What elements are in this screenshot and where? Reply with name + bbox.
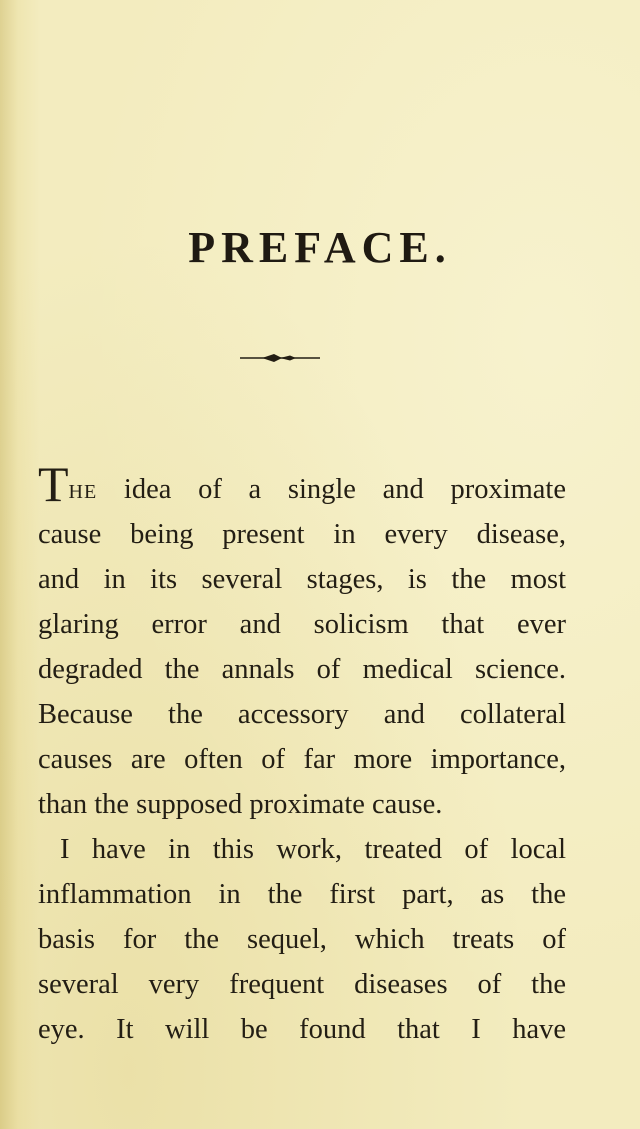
paragraph-2-line: several very frequent diseases of the — [38, 969, 566, 1000]
paragraph-1-line: glaring error and solicism that ever — [38, 609, 566, 640]
preface-body — [38, 456, 567, 1052]
paragraph-1-line: degraded the annals of medical science. — [38, 654, 566, 685]
small-caps-word: HE — [68, 481, 98, 503]
paragraph-2-line: basis for the sequel, which treats of — [38, 924, 566, 955]
paragraph-2-line: inflammation in the first part, as the — [38, 879, 566, 910]
drop-cap: T — [38, 456, 69, 512]
fleuron-rule-icon — [240, 350, 320, 366]
first-line-text: idea of a single and proximate — [123, 474, 567, 505]
paragraph-1-line: than the supposed proximate cause. — [38, 789, 443, 820]
page-title: PREFACE. — [188, 223, 452, 272]
paragraph-1-line: and in its several stages, is the most — [38, 564, 566, 595]
paragraph-1-line: causes are often of far more importance, — [38, 744, 566, 775]
paragraph-1-line: cause being present in every disease, — [38, 519, 566, 550]
paragraph-2-line: eye. It will be found that I have — [38, 1014, 566, 1045]
paragraph-2-line: I have in this work, treated of local — [60, 834, 566, 865]
paragraph-1-line: Because the accessory and collateral — [38, 699, 566, 730]
paragraph-1-line-1 — [38, 456, 567, 512]
